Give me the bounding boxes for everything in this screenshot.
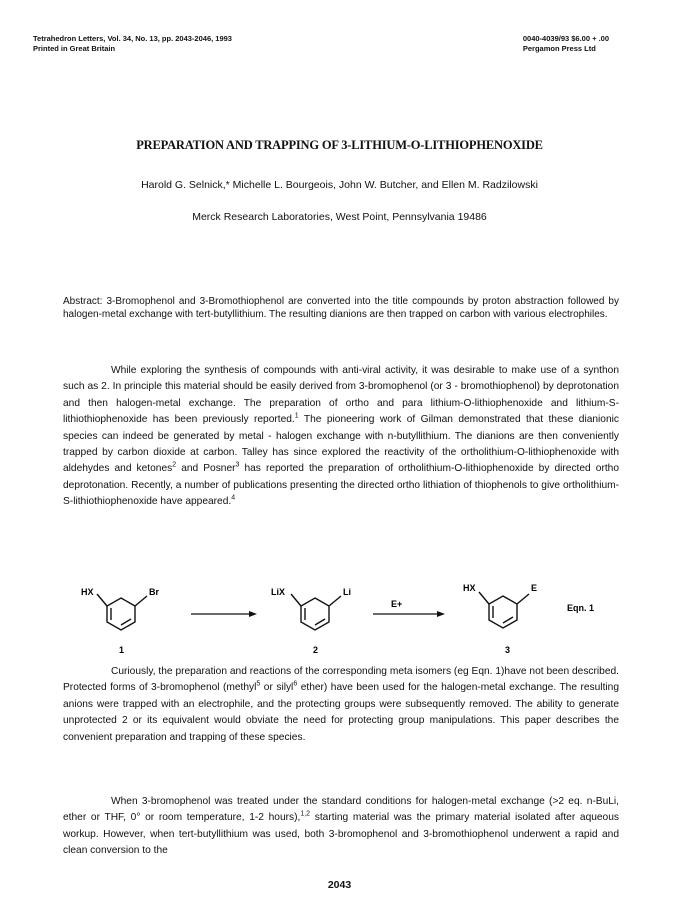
body-paragraph-2 bbox=[63, 664, 619, 746]
affiliation: Merck Research Laboratories, West Point, Pennsylvania 19486 bbox=[192, 211, 487, 223]
p1-text-c: and Posner bbox=[176, 463, 236, 475]
p1-text-a: While exploring the synthesis of compounds with anti-viral activity, it was desirable to make use of a synthon such as 2. In principle this material should be easily derived from 3-bromophenol (or 3 - bromothiophenol) by deprotonation and then halogen-metal exchange. The preparation of ortho and para lithium-O-lithiophenoxide and lithium-S-lithiothiophenoxide has been previously reported. bbox=[63, 365, 619, 426]
compound-1-substituent: Br bbox=[149, 587, 160, 597]
p2-text-b: or silyl bbox=[260, 682, 294, 694]
compound-1-label: 1 bbox=[119, 645, 125, 655]
journal-citation: Tetrahedron Letters, Vol. 34, No. 13, pp. 2043-2046, 1993 bbox=[33, 34, 232, 43]
p2-text-c: ether) have been used for the halogen-metal exchange. The resulting anions were trapped with an electrophile, and the protecting groups were subsequently removed. The ability to generate unprotected 2 or its equivalent would obviate the need for protecting group manipulations. This paper describes the convenient preparation and trapping of these species. bbox=[63, 682, 619, 743]
compound-3-group: HX bbox=[463, 583, 476, 593]
p3-text-b: starting material was the primary material isolated after aqueous workup. However, when tert-butyllithium was used, both 3-bromophenol and 3-bromothiophenol underwent a rapid and clean conversion to the bbox=[63, 812, 619, 857]
publisher-header bbox=[523, 34, 609, 54]
page-number: 2043 bbox=[327, 879, 352, 891]
printed-location: Printed in Great Britain bbox=[33, 44, 116, 53]
p3-text-a: When 3-bromophenol was treated under the standard conditions for halogen-metal exchange (>2 eq. n-BuLi, ether or THF, 0° or room temperature, 1-2 hours), bbox=[63, 796, 619, 824]
compound-3-label: 3 bbox=[505, 645, 511, 655]
citation-ref: 5 bbox=[256, 681, 261, 689]
price-code: 0040-4039/93 $6.00 + .00 bbox=[522, 34, 609, 43]
paper-title: PREPARATION AND TRAPPING OF 3-LITHIUM-O-LITHIOPHENOXIDE bbox=[136, 138, 543, 152]
compound-3-substituent: E bbox=[531, 583, 538, 593]
reaction-arrow-1 bbox=[191, 611, 257, 617]
compound-3-structure bbox=[479, 592, 529, 628]
reaction-scheme bbox=[63, 574, 623, 662]
reaction-arrow-2 bbox=[373, 611, 445, 617]
reagent-label: E+ bbox=[391, 599, 403, 609]
body-paragraph-3 bbox=[63, 794, 619, 860]
journal-header bbox=[33, 34, 232, 54]
citation-ref: 1 bbox=[294, 412, 299, 420]
author-list: Harold G. Selnick,* Michelle L. Bourgeois, John W. Butcher, and Ellen M. Radzilowski bbox=[141, 179, 538, 191]
compound-1-group: HX bbox=[81, 587, 94, 597]
publisher-name: Pergamon Press Ltd bbox=[522, 44, 596, 53]
compound-2-group: LiX bbox=[271, 587, 286, 597]
citation-ref: 1,2 bbox=[300, 811, 311, 819]
compound-1-structure bbox=[97, 594, 147, 630]
body-paragraph-1 bbox=[63, 363, 619, 511]
citation-ref: 4 bbox=[231, 494, 236, 502]
citation-ref: 3 bbox=[235, 462, 240, 470]
citation-ref: 6 bbox=[293, 681, 298, 689]
p1-text-b: The pioneering work of Gilman demonstrated that these dianionic species can indeed be generated by metal - halogen exchange with n-butyllithium. The dianions are then conveniently trapped by carbon dioxide at carbon. Talley has since explored the reactivity of the ortholithium-O-lithiophenoxide with aldehydes and ketones bbox=[63, 414, 619, 475]
citation-ref: 2 bbox=[172, 462, 177, 470]
compound-2-structure bbox=[291, 594, 341, 630]
compound-2-label: 2 bbox=[313, 645, 319, 655]
compound-2-substituent: Li bbox=[343, 587, 351, 597]
equation-number: Eqn. 1 bbox=[567, 603, 595, 613]
abstract: Abstract: 3-Bromophenol and 3-Bromothiophenol are converted into the title compounds by proton abstraction followed by halogen-metal exchange with tert-butyllithium. The resulting dianions are then trapped on carbon with various electrophiles. bbox=[63, 296, 619, 320]
p2-text-a: Curiously, the preparation and reactions of the corresponding meta isomers (eg Eqn. 1)have not been described. Protected forms of 3-bromophenol (methyl bbox=[63, 666, 619, 694]
p1-text-d: has reported the preparation of ortholithium-O-lithiophenoxide by directed ortho deprotonation. Recently, a number of publications presenting the directed ortho lithiation of thiophenols to give ortholithium-S-lithiothiophenoxide have appeared. bbox=[63, 463, 619, 508]
